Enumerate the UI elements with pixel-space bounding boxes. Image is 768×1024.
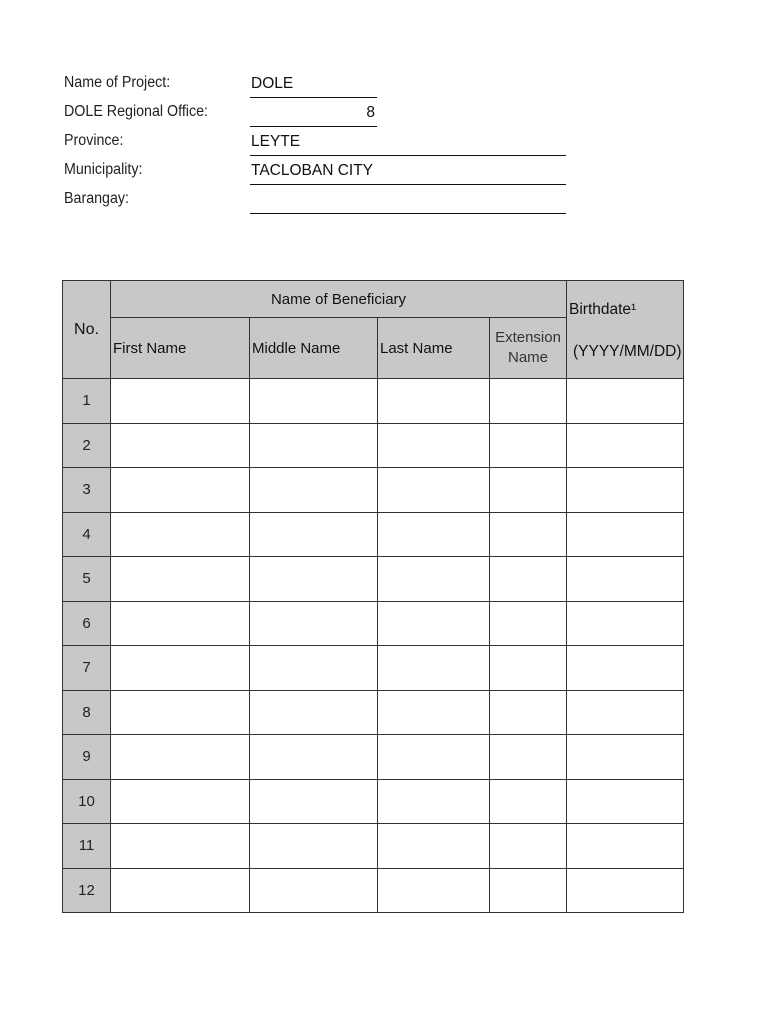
middle-name-cell[interactable] (250, 690, 378, 735)
table-row (63, 557, 684, 602)
middle-name-cell[interactable] (250, 468, 378, 513)
table-row (63, 468, 684, 513)
last-name-cell[interactable] (378, 824, 490, 869)
row-number: 11 (63, 824, 111, 869)
birthdate-header (567, 281, 684, 379)
project-name-field[interactable]: DOLE (250, 70, 377, 98)
regional-office-row (64, 99, 624, 128)
first-name-cell[interactable] (111, 512, 250, 557)
last-name-cell[interactable] (378, 779, 490, 824)
first-name-cell[interactable] (111, 735, 250, 780)
birthdate-cell[interactable] (567, 646, 684, 691)
extension-name-cell[interactable] (490, 379, 567, 424)
row-number: 9 (63, 735, 111, 780)
last-name-cell[interactable] (378, 557, 490, 602)
birthdate-cell[interactable] (567, 690, 684, 735)
middle-name-cell[interactable] (250, 423, 378, 468)
project-name-row (64, 70, 624, 99)
project-name-label: Name of Project: (64, 74, 171, 91)
table-row (63, 646, 684, 691)
middle-name-cell[interactable] (250, 379, 378, 424)
birthdate-cell[interactable] (567, 423, 684, 468)
middle-name-cell[interactable] (250, 646, 378, 691)
first-name-header: First Name (111, 318, 250, 379)
last-name-cell[interactable] (378, 468, 490, 513)
beneficiary-rows (63, 379, 684, 913)
row-number: 12 (63, 868, 111, 913)
middle-name-cell[interactable] (250, 512, 378, 557)
municipality-label: Municipality: (64, 161, 143, 178)
middle-name-cell[interactable] (250, 557, 378, 602)
extension-name-cell[interactable] (490, 423, 567, 468)
extension-name-cell[interactable] (490, 601, 567, 646)
extension-name-cell[interactable] (490, 690, 567, 735)
extension-name-cell[interactable] (490, 735, 567, 780)
table-row (63, 779, 684, 824)
row-number: 3 (63, 468, 111, 513)
province-field[interactable]: LEYTE (250, 128, 566, 156)
barangay-label: Barangay: (64, 190, 130, 207)
extension-name-cell[interactable] (490, 646, 567, 691)
regional-office-label: DOLE Regional Office: (64, 103, 208, 120)
first-name-cell[interactable] (111, 423, 250, 468)
barangay-field[interactable] (250, 186, 566, 214)
birthdate-cell[interactable] (567, 735, 684, 780)
extension-label-line2: Name (507, 349, 548, 366)
last-name-cell[interactable] (378, 868, 490, 913)
birthdate-label: Birthdate¹ (569, 301, 637, 318)
middle-name-cell[interactable] (250, 735, 378, 780)
extension-name-cell[interactable] (490, 512, 567, 557)
middle-name-cell[interactable] (250, 824, 378, 869)
municipality-field[interactable]: TACLOBAN CITY (250, 157, 566, 185)
no-header: No. (63, 281, 111, 379)
first-name-cell[interactable] (111, 779, 250, 824)
birthdate-cell[interactable] (567, 779, 684, 824)
middle-name-header: Middle Name (250, 318, 378, 379)
first-name-cell[interactable] (111, 646, 250, 691)
table-row (63, 601, 684, 646)
project-info-section (64, 70, 624, 215)
last-name-header: Last Name (378, 318, 490, 379)
birthdate-cell[interactable] (567, 601, 684, 646)
middle-name-cell[interactable] (250, 868, 378, 913)
table-row (63, 512, 684, 557)
row-number: 7 (63, 646, 111, 691)
first-name-cell[interactable] (111, 379, 250, 424)
extension-name-cell[interactable] (490, 557, 567, 602)
row-number: 2 (63, 423, 111, 468)
extension-name-cell[interactable] (490, 824, 567, 869)
first-name-cell[interactable] (111, 468, 250, 513)
table-row (63, 379, 684, 424)
barangay-row (64, 186, 624, 215)
row-number: 5 (63, 557, 111, 602)
extension-name-header (490, 318, 567, 379)
extension-label-line1: Extension (495, 329, 561, 346)
row-number: 4 (63, 512, 111, 557)
beneficiary-table (62, 280, 684, 913)
birthdate-format: (YYYY/MM/DD) (573, 343, 682, 360)
table-row (63, 735, 684, 780)
table-row (63, 690, 684, 735)
municipality-row (64, 157, 624, 186)
last-name-cell[interactable] (378, 690, 490, 735)
first-name-cell[interactable] (111, 601, 250, 646)
last-name-cell[interactable] (378, 601, 490, 646)
extension-name-cell[interactable] (490, 868, 567, 913)
birthdate-cell[interactable] (567, 379, 684, 424)
province-row (64, 128, 624, 157)
province-label: Province: (64, 132, 124, 149)
regional-office-field[interactable]: 8 (250, 99, 377, 127)
row-number: 1 (63, 379, 111, 424)
middle-name-cell[interactable] (250, 601, 378, 646)
birthdate-cell[interactable] (567, 468, 684, 513)
last-name-cell[interactable] (378, 512, 490, 557)
first-name-cell[interactable] (111, 868, 250, 913)
first-name-cell[interactable] (111, 690, 250, 735)
middle-name-cell[interactable] (250, 779, 378, 824)
first-name-cell[interactable] (111, 557, 250, 602)
extension-name-cell[interactable] (490, 468, 567, 513)
birthdate-cell[interactable] (567, 824, 684, 869)
extension-name-cell[interactable] (490, 779, 567, 824)
row-number: 6 (63, 601, 111, 646)
table-row (63, 423, 684, 468)
row-number: 8 (63, 690, 111, 735)
table-row (63, 824, 684, 869)
birthdate-cell[interactable] (567, 512, 684, 557)
last-name-cell[interactable] (378, 423, 490, 468)
name-of-beneficiary-header: Name of Beneficiary (111, 281, 567, 318)
table-row (63, 868, 684, 913)
last-name-cell[interactable] (378, 646, 490, 691)
first-name-cell[interactable] (111, 824, 250, 869)
birthdate-cell[interactable] (567, 868, 684, 913)
last-name-cell[interactable] (378, 379, 490, 424)
last-name-cell[interactable] (378, 735, 490, 780)
birthdate-cell[interactable] (567, 557, 684, 602)
row-number: 10 (63, 779, 111, 824)
